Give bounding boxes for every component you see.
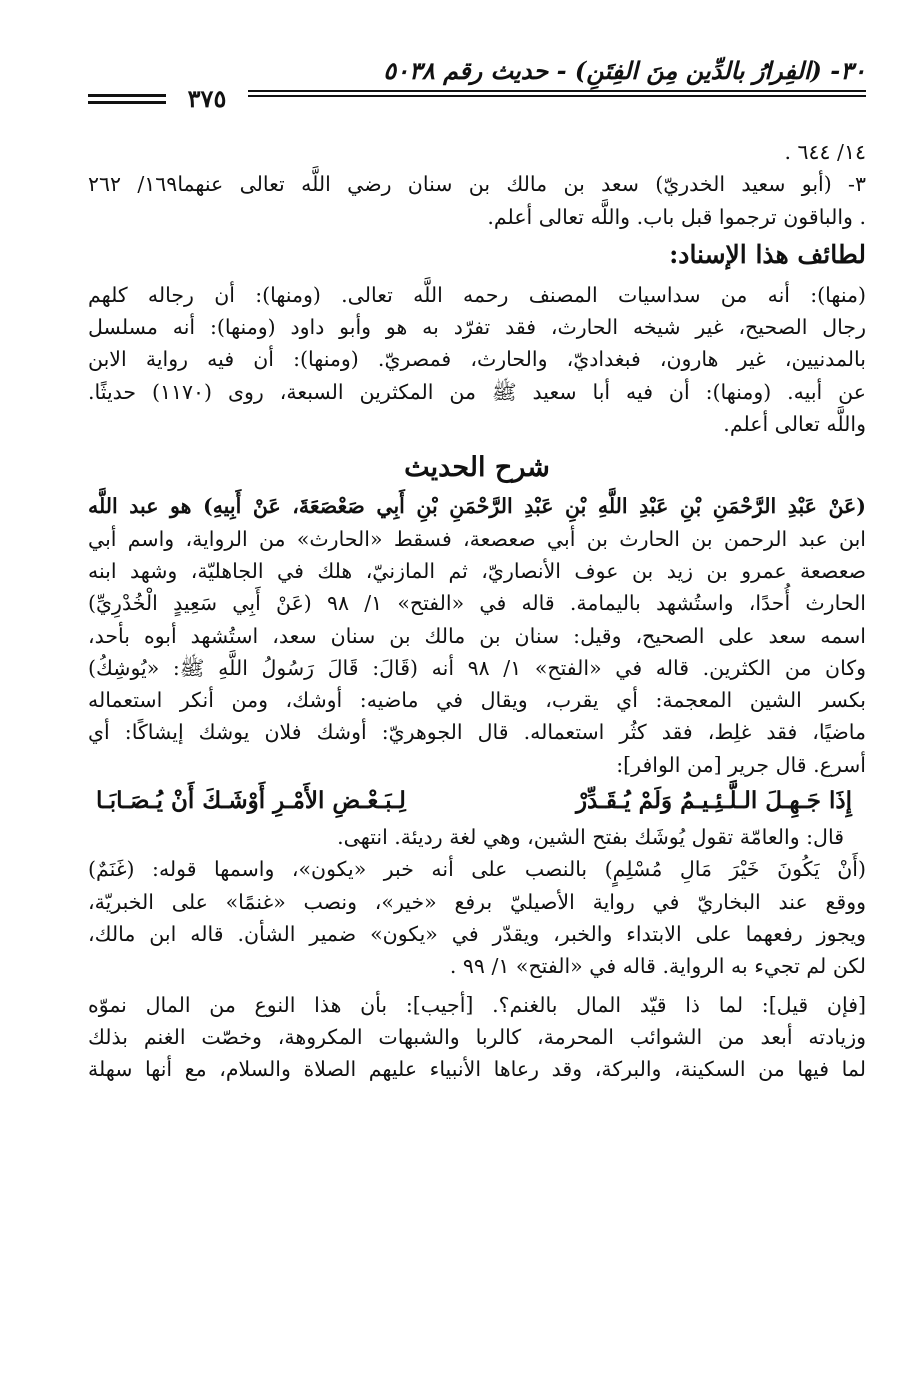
poem-verse <box>88 781 866 821</box>
text-line: عن أبيه. (ومنها): أن فيه أبا سعيد ﷺ من المكثرين السبعة، روى (١١٧٠) حديثًا. <box>88 379 866 404</box>
text-line: ماضيًا، فقد غلِط، فقد كثُر استعماله. قال الجوهريّ: أوشك فلان يوشك إيشاكًا: أي <box>88 720 866 745</box>
poem-hemistich-right: إِذَا جَـهِـلَ الـلَّـئِـيـمُ وَلَمْ يُـقَـدِّرْ <box>575 787 852 815</box>
section-heading-isnad: لطائف هذا الإسناد: <box>669 239 866 269</box>
page-header <box>88 50 866 112</box>
page-number: ٣٧٥ <box>187 84 227 113</box>
text-line: رجال الصحيح، غير شيخه الحارث، فقد تفرّد به هو وأبو داود (ومنها): أنه مسلسل <box>88 315 866 340</box>
text-line: وزيادته أبعد من الشوائب المحرمة، كالربا والشبهات المكروهة، وخصّت الغنم بذلك <box>88 1024 866 1049</box>
text-line: قال: والعامّة تقول يُوشَك بفتح الشين، وهي لغة رديئة. انتهى. <box>337 825 844 850</box>
text-line: . والباقون ترجموا قبل باب. واللَّه تعالى أعلم. <box>487 204 866 229</box>
text-line: لكن لم تجيء به الرواية. قاله في «الفتح» ١/ ٩٩ . <box>449 954 866 979</box>
sharh-paragraph-1 <box>88 490 866 781</box>
header-rule <box>248 90 866 92</box>
text-line: بالمدنيين، غير هارون، فبغداديّ، والحارث، فمصريّ. (ومنها): أن فيه رواية الابن <box>88 347 866 372</box>
text-line: الحارث أُحدًا، واستُشهد باليمامة. قاله في «الفتح» ١/ ٩٨ (عَنْ أَبِي سَعِيدٍ الْخُدْرِيِّ) <box>88 591 866 616</box>
text-line: أسرع. قال جرير [من الوافر]: <box>616 752 866 777</box>
text-line: بكسر الشين المعجمة: أي يقرب، ويقال في ماضيه: أوشك، ومن أنكر استعماله <box>88 688 866 713</box>
text-line: واللَّه تعالى أعلم. <box>723 412 866 437</box>
page <box>88 50 866 1085</box>
text-line: ووقع عند البخاريّ في رواية الأصيليّ برفع «خير»، ونصب «غنمًا» على الخبريّة، <box>88 889 866 914</box>
sharh-paragraph-3 <box>88 989 866 1086</box>
isnad-paragraph <box>88 279 866 440</box>
section-heading-sharh: شرح الحديث <box>404 452 550 484</box>
running-title: ٣٠- (الفِرارُ بالدِّين مِنَ الفِتَنِ) - حديث رقم ٥٠٣٨ <box>383 56 866 85</box>
top-block <box>88 136 866 233</box>
text-line: (أَنْ يَكُونَ خَيْرَ مَالِ مُسْلِمٍ) بالنصب على أنه خبر «يكون»، واسمها قوله: (غَنَمٌ) <box>88 857 866 882</box>
text-line: [فإن قيل]: لما ذا قيّد المال بالغنم؟. [أجيب]: بأن هذا النوع من المال نموّه <box>88 992 866 1017</box>
text-line: ٣- (أبو سعيد الخدريّ) سعد بن مالك بن سنان رضي اللَّه تعالى عنهما١٦٩/ ٢٦٢ <box>88 172 866 197</box>
page-number-rule <box>88 94 166 97</box>
text-line: وكان من الكثرين. قاله في «الفتح» ١/ ٩٨ أنه (قَالَ: قَالَ رَسُولُ اللَّهِ ﷺ: «يُوشِكُ) <box>88 655 866 680</box>
text-line: ١٤/ ٦٤٤ . <box>784 140 866 164</box>
text-line: (عَنْ عَبْدِ الرَّحْمَنِ بْنِ عَبْدِ اللَّهِ بْنِ عَبْدِ الرَّحْمَنِ بْنِ أَبِي صَعْصَعَةَ، عَنْ أَبِيهِ) هو عبد اللَّه <box>88 494 866 519</box>
text-line: ابن عبد الرحمن بن الحارث بن أبي صعصعة، فسقط «الحارث» من الرواية، واسم أبي <box>88 526 866 551</box>
text-line: اسمه سعد على الصحيح، وقيل: سنان بن مالك بن سنان سعد، استُشهد أبوه بأحد، <box>88 623 866 648</box>
text-line: صعصعة عمرو بن زيد بن عوف الأنصاريّ، ثم المازنيّ، هلك في الجاهليّة، وشهد ابنه <box>88 558 866 583</box>
sharh-paragraph-2 <box>88 821 866 982</box>
text-line: ويجوز رفعهما على الابتداء والخبر، ويقدّر في «يكون» ضمير الشأن. قاله ابن مالك، <box>88 921 866 946</box>
poem-hemistich-left: لِـبَـعْـضِ الأَمْـرِ أَوْشَـكَ أَنْ يُـصَـابَـا <box>96 787 406 815</box>
text-line: (منها): أنه من سداسيات المصنف رحمه اللَّه تعالى. (ومنها): أن رجاله كلهم <box>88 282 866 307</box>
text-line: لما فيها من السكينة، والبركة، وقد رعاها الأنبياء عليهم الصلاة والسلام، مع أنها سهلة <box>88 1057 866 1082</box>
